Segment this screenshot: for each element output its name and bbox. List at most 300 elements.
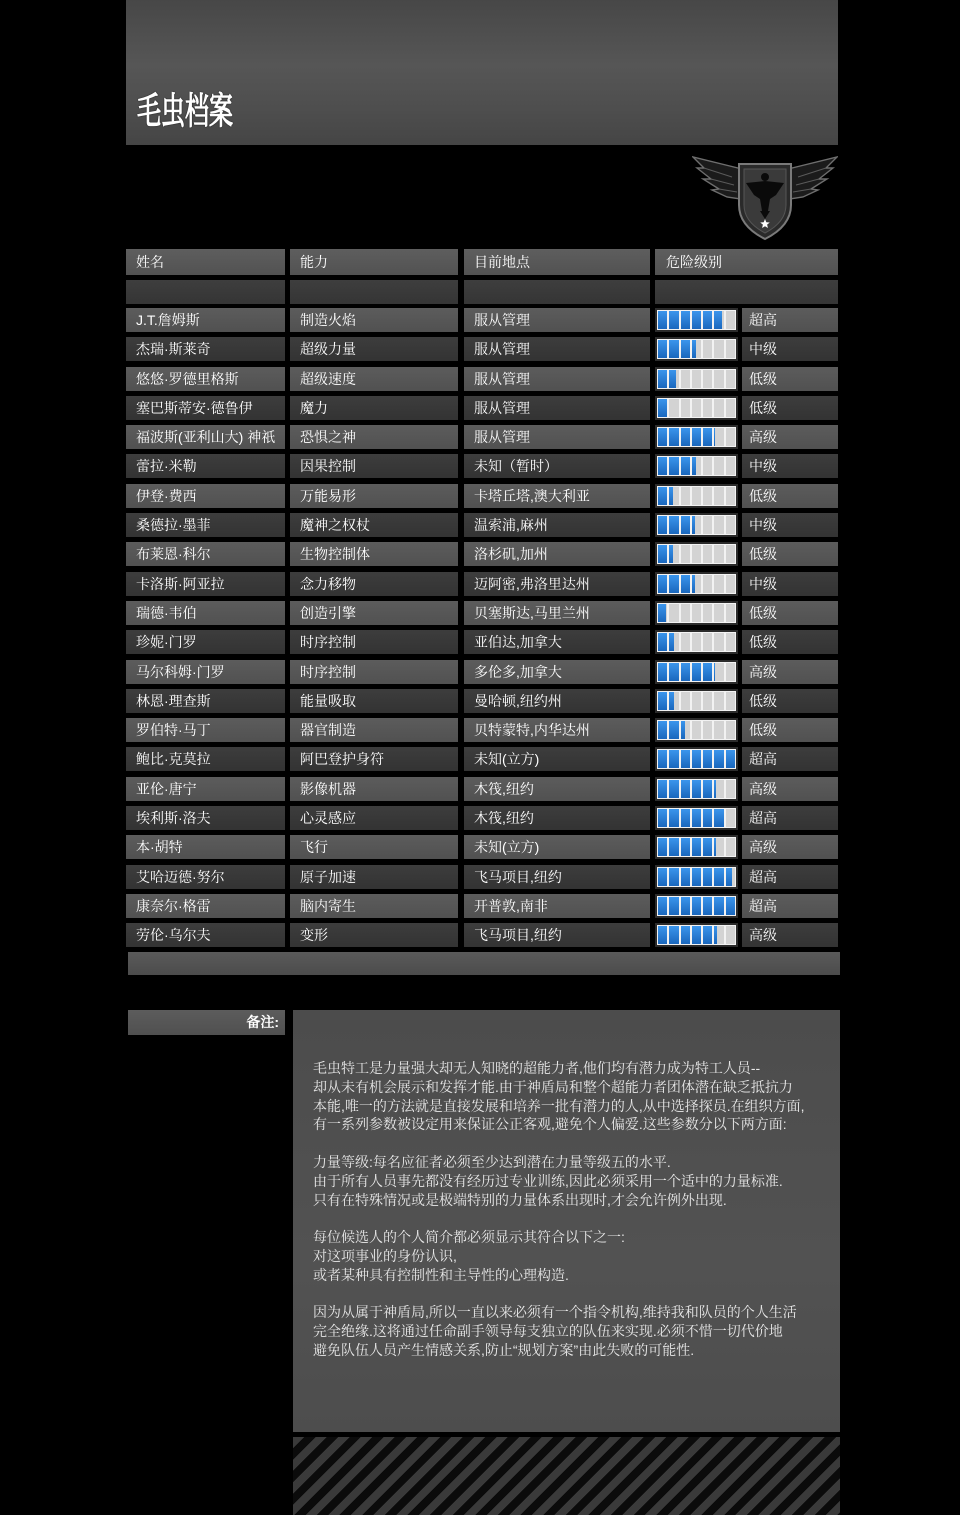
cell-danger-bar (655, 425, 738, 449)
danger-bar-fill (703, 838, 712, 856)
danger-bar-fill (681, 663, 690, 681)
cell-ability: 魔神之权杖 (290, 513, 458, 537)
danger-bar (657, 779, 736, 799)
cell-ability: 阿巴登护身符 (290, 747, 458, 771)
cell-danger-bar (655, 630, 738, 654)
danger-bar-segment (658, 897, 667, 915)
cell-ability: 飞行 (290, 835, 458, 859)
cell-danger-bar (655, 542, 738, 566)
cell-location: 卡塔丘塔,澳大利亚 (464, 484, 650, 508)
danger-bar-fill (681, 311, 690, 329)
left-wing (693, 157, 742, 199)
danger-bar-segment (692, 721, 701, 739)
danger-bar-fill (658, 663, 667, 681)
cell-name: 马尔科姆·门罗 (126, 660, 285, 684)
danger-bar-fill (669, 516, 678, 534)
notes-label: 备注: (128, 1010, 285, 1035)
danger-bar (657, 544, 736, 564)
cell-danger-bar (655, 660, 738, 684)
danger-bar-segment (703, 633, 712, 651)
table-row (126, 835, 839, 859)
cell-location: 飞马项目,纽约 (464, 865, 650, 889)
danger-bar (657, 398, 736, 418)
notes-paragraph (313, 1228, 830, 1284)
danger-bar (657, 456, 736, 476)
danger-bar (657, 749, 736, 769)
cell-ability: 念力移物 (290, 572, 458, 596)
danger-bar (657, 574, 736, 594)
danger-bar-segment (669, 399, 678, 417)
notes-paragraph (313, 1303, 830, 1359)
danger-bar-segment (726, 868, 735, 886)
danger-bar-fill (658, 692, 667, 710)
danger-bar-fill (669, 897, 678, 915)
danger-bar-segment (681, 926, 690, 944)
danger-bar-segment (703, 838, 712, 856)
danger-bar-fill (714, 809, 723, 827)
notes-line: 由于所有人员事先都没有经历过专业训练,因此必须采用一个适中的力量标准. (313, 1172, 783, 1189)
danger-bar-segment (669, 633, 678, 651)
danger-bar-segment (703, 926, 712, 944)
cell-name: 悠悠·罗德里格斯 (126, 367, 285, 391)
danger-bar-segment (658, 575, 667, 593)
danger-bar-segment (669, 809, 678, 827)
danger-bar-segment (714, 663, 723, 681)
cell-danger-level: 低级 (742, 542, 838, 566)
table-row (126, 747, 839, 771)
cell-name: 艾哈迈德·努尔 (126, 865, 285, 889)
cell-danger-level: 中级 (742, 572, 838, 596)
danger-bar-fill (669, 926, 678, 944)
danger-bar-segment (681, 838, 690, 856)
cell-location: 服从管理 (464, 308, 650, 332)
danger-bar-segment (692, 838, 701, 856)
cell-name: 埃利斯·洛夫 (126, 806, 285, 830)
cell-ability: 变形 (290, 923, 458, 947)
page-title: 毛虫档案 (137, 90, 233, 133)
table-row (126, 367, 839, 391)
danger-bar-fill (669, 457, 678, 475)
danger-bar-segment (692, 516, 701, 534)
danger-bar (657, 369, 736, 389)
danger-bar-segment (726, 545, 735, 563)
cell-ability: 影像机器 (290, 777, 458, 801)
cell-danger-level: 超高 (742, 308, 838, 332)
danger-bar-fill (692, 897, 701, 915)
danger-bar-segment (703, 516, 712, 534)
danger-bar-segment (714, 399, 723, 417)
danger-bar-fill (658, 604, 666, 622)
danger-bar (657, 603, 736, 623)
cell-location: 开普敦,南非 (464, 894, 650, 918)
empty-cell (290, 280, 458, 304)
cell-danger-bar (655, 806, 738, 830)
cell-danger-bar (655, 308, 738, 332)
roster-rows (126, 308, 839, 947)
cell-ability: 时序控制 (290, 660, 458, 684)
danger-bar-segment (681, 575, 690, 593)
cell-location: 木筏,纽约 (464, 806, 650, 830)
danger-bar-fill (681, 780, 690, 798)
eagle-shield-icon (692, 155, 838, 241)
notes-line: 有一系列参数被设定用来保证公正客观,避免个人偏爱.这些参数分以下两方面: (313, 1116, 787, 1133)
danger-bar-segment (658, 926, 667, 944)
danger-bar-fill (692, 663, 701, 681)
header-panel (126, 0, 838, 145)
cell-location: 亚伯达,加拿大 (464, 630, 650, 654)
danger-bar-segment (658, 340, 667, 358)
danger-bar (657, 310, 736, 330)
danger-bar-segment (726, 370, 735, 388)
cell-ability: 魔力 (290, 396, 458, 420)
danger-bar-fill (714, 311, 722, 329)
table-row (126, 689, 839, 713)
danger-bar-segment (658, 428, 667, 446)
cell-danger-level: 低级 (742, 367, 838, 391)
danger-bar-fill (669, 838, 678, 856)
danger-bar-fill (669, 340, 678, 358)
danger-bar-segment (703, 457, 712, 475)
danger-bar-segment (658, 487, 667, 505)
danger-bar-fill (681, 926, 690, 944)
danger-bar-segment (714, 575, 723, 593)
danger-bar-segment (703, 545, 712, 563)
cell-location: 服从管理 (464, 367, 650, 391)
danger-bar-fill (692, 868, 701, 886)
danger-bar-segment (669, 516, 678, 534)
danger-bar-fill (681, 838, 690, 856)
danger-bar-segment (703, 750, 712, 768)
cell-danger-bar (655, 454, 738, 478)
danger-bar-segment (714, 516, 723, 534)
danger-bar-segment (714, 633, 723, 651)
cell-name: 塞巴斯蒂安·德鲁伊 (126, 396, 285, 420)
danger-bar-segment (669, 311, 678, 329)
danger-bar-segment (681, 780, 690, 798)
cell-location: 温索浦,麻州 (464, 513, 650, 537)
danger-bar-segment (692, 926, 701, 944)
table-row (126, 542, 839, 566)
danger-bar-segment (726, 428, 735, 446)
cell-danger-bar (655, 777, 738, 801)
notes-line: 力量等级:每名应征者必须至少达到潜在力量等级五的水平. (313, 1153, 671, 1170)
notes-line: 每位候选人的个人简介都必须显示其符合以下之一: (313, 1229, 625, 1246)
cell-name: 康奈尔·格雷 (126, 894, 285, 918)
cell-location: 服从管理 (464, 396, 650, 420)
danger-bar-segment (714, 370, 723, 388)
cell-danger-level: 超高 (742, 865, 838, 889)
danger-bar-fill (658, 370, 667, 388)
cell-name: 瑞德·韦伯 (126, 601, 285, 625)
danger-bar-fill (726, 897, 735, 915)
danger-bar-segment (669, 575, 678, 593)
danger-bar-segment (669, 663, 678, 681)
danger-bar-fill (658, 809, 667, 827)
danger-bar-fill (669, 663, 678, 681)
cell-ability: 器官制造 (290, 718, 458, 742)
table-row (126, 865, 839, 889)
danger-bar-segment (658, 545, 667, 563)
notes-line: 完全绝缘.这将通过任命副手领导每支独立的队伍来实现.必须不惜一切代价地 (313, 1323, 783, 1340)
danger-bar (657, 427, 736, 447)
danger-bar-fill (669, 545, 673, 563)
danger-bar-segment (703, 809, 712, 827)
empty-cell (655, 280, 838, 304)
cell-danger-bar (655, 396, 738, 420)
danger-bar-fill (669, 750, 678, 768)
danger-bar-segment (658, 780, 667, 798)
danger-bar-fill (658, 311, 667, 329)
cell-location: 贝塞斯达,马里兰州 (464, 601, 650, 625)
danger-bar-segment (669, 897, 678, 915)
cell-location: 迈阿密,弗洛里达州 (464, 572, 650, 596)
danger-bar-fill (658, 838, 667, 856)
danger-bar-segment (726, 809, 735, 827)
cell-ability: 万能易形 (290, 484, 458, 508)
cell-location: 服从管理 (464, 337, 650, 361)
danger-bar-segment (726, 721, 735, 739)
danger-bar-fill (714, 897, 723, 915)
danger-bar-segment (681, 516, 690, 534)
danger-bar-segment (714, 692, 723, 710)
column-header-location: 目前地点 (464, 249, 650, 275)
danger-bar-segment (692, 487, 701, 505)
danger-bar-fill (681, 428, 690, 446)
table-row (126, 396, 839, 420)
empty-cell (464, 280, 650, 304)
danger-bar-segment (692, 750, 701, 768)
notes-paragraph (313, 1153, 830, 1209)
danger-bar-fill (669, 809, 678, 827)
cell-ability: 超级力量 (290, 337, 458, 361)
notes-line: 或者某种具有控制性和主导性的心理构造. (313, 1266, 569, 1283)
danger-bar-segment (692, 340, 701, 358)
danger-bar-segment (669, 750, 678, 768)
danger-bar-segment (681, 457, 690, 475)
danger-bar-segment (714, 838, 723, 856)
cell-name: 桑德拉·墨菲 (126, 513, 285, 537)
danger-bar-fill (658, 516, 667, 534)
table-row (126, 660, 839, 684)
cell-danger-bar (655, 484, 738, 508)
danger-bar-segment (726, 692, 735, 710)
danger-bar-segment (703, 487, 712, 505)
cell-danger-level: 低级 (742, 484, 838, 508)
cell-danger-level: 中级 (742, 337, 838, 361)
danger-bar-segment (658, 311, 667, 329)
danger-bar-segment (658, 370, 667, 388)
danger-bar (657, 808, 736, 828)
cell-danger-level: 中级 (742, 513, 838, 537)
cell-danger-bar (655, 601, 738, 625)
danger-bar-segment (681, 633, 690, 651)
danger-bar (657, 662, 736, 682)
cell-ability: 时序控制 (290, 630, 458, 654)
danger-bar-fill (669, 780, 678, 798)
danger-bar-segment (726, 604, 735, 622)
table-row (126, 923, 839, 947)
danger-bar-fill (658, 633, 667, 651)
danger-bar-segment (669, 721, 678, 739)
danger-bar-fill (669, 692, 674, 710)
danger-bar-fill (658, 457, 667, 475)
danger-bar-fill (692, 311, 701, 329)
table-row (126, 513, 839, 537)
danger-bar-fill (658, 897, 667, 915)
danger-bar-fill (669, 370, 676, 388)
table-row (126, 454, 839, 478)
danger-bar-segment (658, 692, 667, 710)
danger-bar-segment (714, 721, 723, 739)
danger-bar-fill (681, 516, 690, 534)
danger-bar-fill (692, 428, 701, 446)
danger-bar-fill (692, 750, 701, 768)
cell-location: 未知（暂时） (464, 454, 650, 478)
danger-bar-segment (681, 311, 690, 329)
danger-bar-fill (681, 457, 690, 475)
cell-name: 卡洛斯·阿亚拉 (126, 572, 285, 596)
danger-bar-segment (726, 897, 735, 915)
danger-bar-fill (658, 575, 667, 593)
danger-bar-fill (658, 428, 667, 446)
danger-bar-fill (703, 311, 712, 329)
cell-ability: 原子加速 (290, 865, 458, 889)
cell-name: 劳伦·乌尔夫 (126, 923, 285, 947)
cell-ability: 创造引擎 (290, 601, 458, 625)
danger-bar-fill (681, 340, 690, 358)
danger-bar-segment (703, 311, 712, 329)
danger-bar-fill (692, 838, 701, 856)
cell-location: 贝特蒙特,内华达州 (464, 718, 650, 742)
danger-bar-fill (703, 926, 712, 944)
cell-danger-bar (655, 923, 738, 947)
danger-bar-fill (714, 868, 723, 886)
danger-bar (657, 925, 736, 945)
danger-bar-segment (658, 663, 667, 681)
danger-bar-segment (681, 868, 690, 886)
roster-table (126, 249, 839, 949)
danger-bar (657, 515, 736, 535)
danger-bar-segment (726, 457, 735, 475)
cell-name: 本·胡特 (126, 835, 285, 859)
table-footer-bar (128, 952, 840, 975)
danger-bar-segment (703, 897, 712, 915)
cell-danger-level: 超高 (742, 894, 838, 918)
table-row (126, 337, 839, 361)
danger-bar-segment (714, 926, 723, 944)
danger-bar-segment (692, 809, 701, 827)
danger-bar-segment (692, 780, 701, 798)
cell-location: 曼哈顿,纽约州 (464, 689, 650, 713)
danger-bar-fill (658, 750, 667, 768)
right-wing (788, 157, 837, 199)
cell-name: 罗伯特·马丁 (126, 718, 285, 742)
cell-ability: 脑内寄生 (290, 894, 458, 918)
danger-bar-fill (692, 575, 695, 593)
danger-bar-segment (726, 926, 735, 944)
danger-bar-segment (726, 663, 735, 681)
cell-danger-level: 高级 (742, 923, 838, 947)
cell-danger-bar (655, 689, 738, 713)
column-header-ability: 能力 (290, 249, 458, 275)
danger-bar-fill (714, 780, 716, 798)
danger-bar-fill (669, 311, 678, 329)
cell-location: 未知(立方) (464, 747, 650, 771)
danger-bar-fill (703, 750, 712, 768)
danger-bar-segment (714, 750, 723, 768)
danger-bar-fill (681, 575, 690, 593)
danger-bar-segment (669, 457, 678, 475)
danger-bar-segment (681, 399, 690, 417)
danger-bar-segment (681, 692, 690, 710)
danger-bar-segment (669, 340, 678, 358)
danger-bar-segment (714, 604, 723, 622)
danger-bar-segment (681, 809, 690, 827)
danger-bar-segment (681, 487, 690, 505)
table-row (126, 484, 839, 508)
danger-bar (657, 632, 736, 652)
danger-bar-segment (726, 516, 735, 534)
danger-bar-fill (669, 633, 674, 651)
cell-danger-bar (655, 865, 738, 889)
danger-bar-segment (681, 663, 690, 681)
danger-bar-fill (681, 721, 686, 739)
danger-bar-segment (681, 721, 690, 739)
column-header-name: 姓名 (126, 249, 285, 275)
notes-line: 只有在特殊情况或是极端特别的力量体系出现时,才会允许例外出现. (313, 1191, 727, 1208)
table-row (126, 601, 839, 625)
cell-danger-bar (655, 747, 738, 771)
notes-line: 对这项事业的身份认识, (313, 1247, 457, 1264)
danger-bar-segment (703, 399, 712, 417)
danger-bar-segment (714, 457, 723, 475)
table-row (126, 630, 839, 654)
danger-bar-fill (726, 750, 735, 768)
danger-bar (657, 691, 736, 711)
danger-bar (657, 837, 736, 857)
cell-danger-level: 低级 (742, 396, 838, 420)
cell-danger-bar (655, 835, 738, 859)
danger-bar-fill (692, 809, 701, 827)
cell-location: 木筏,纽约 (464, 777, 650, 801)
cell-danger-bar (655, 337, 738, 361)
danger-bar-segment (692, 604, 701, 622)
column-header-danger: 危险级别 (655, 249, 838, 275)
cell-ability: 恐惧之神 (290, 425, 458, 449)
notes-line: 避免队伍人员产生情感关系,防止“规划方案”由此失败的可能性. (313, 1341, 695, 1358)
danger-bar-segment (703, 780, 712, 798)
danger-bar (657, 720, 736, 740)
cell-location: 洛杉矶,加州 (464, 542, 650, 566)
danger-bar-segment (714, 545, 723, 563)
danger-bar (657, 486, 736, 506)
danger-bar-segment (726, 311, 735, 329)
danger-bar-fill (703, 780, 712, 798)
cell-danger-bar (655, 572, 738, 596)
notes-line: 本能,唯一的方法就是直接发展和培养一批有潜力的人,从中选择探员.在组织方面, (313, 1097, 805, 1114)
table-row (126, 806, 839, 830)
cell-danger-level: 低级 (742, 718, 838, 742)
danger-bar-segment (703, 428, 712, 446)
cell-location: 飞马项目,纽约 (464, 923, 650, 947)
danger-bar-segment (658, 809, 667, 827)
danger-bar-segment (681, 370, 690, 388)
danger-bar (657, 339, 736, 359)
cell-danger-level: 低级 (742, 689, 838, 713)
danger-bar-segment (692, 663, 701, 681)
danger-bar-segment (681, 750, 690, 768)
danger-bar-segment (692, 575, 701, 593)
